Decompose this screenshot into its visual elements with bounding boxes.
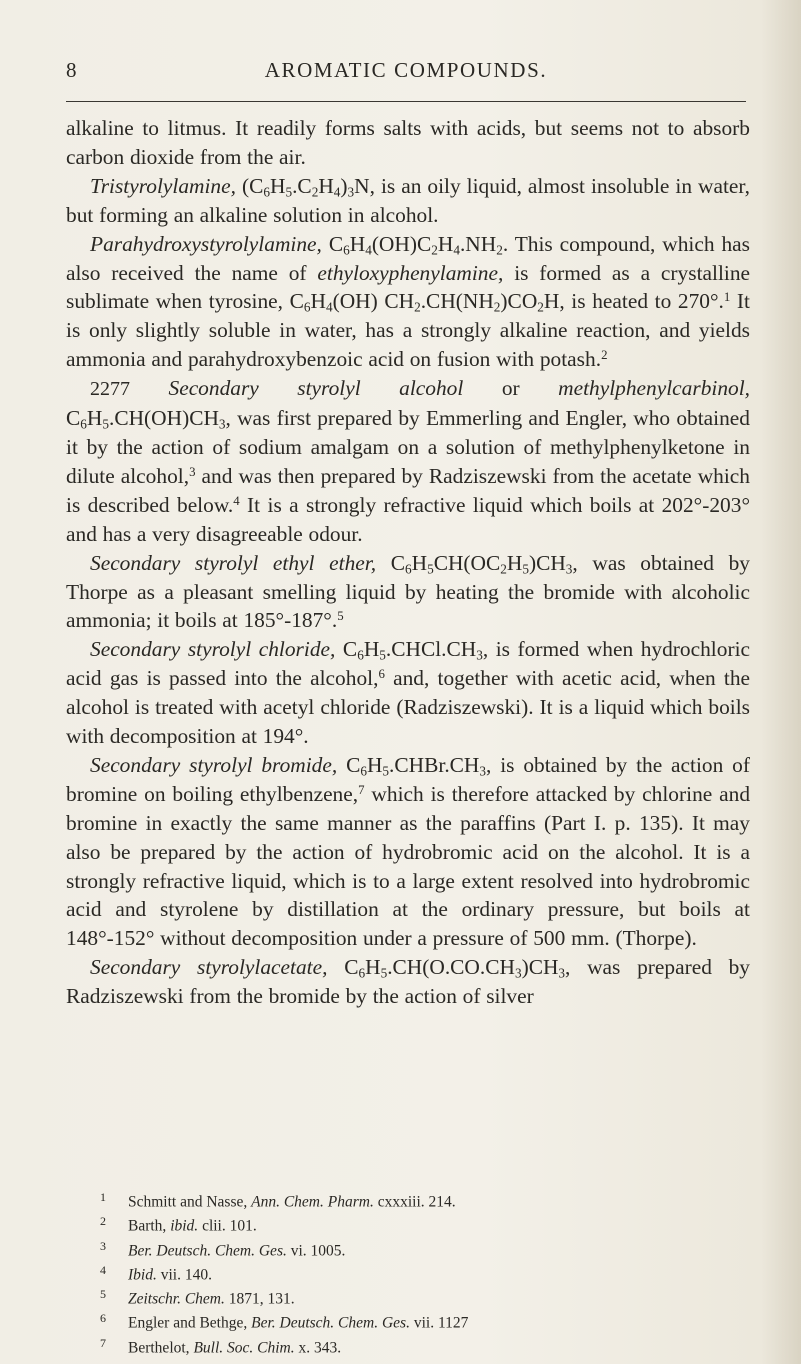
compound-alt-name: methylphenylcarbinol, — [558, 376, 751, 401]
footnote-ref: 2 — [601, 348, 608, 363]
footnote: 5 Zeitschr. Chem. 1871, 131. — [96, 1285, 756, 1309]
paragraph-secondary-styrolyl-bromide: Secondary styrolyl bromide, $C_6H_5.CHBr.CH_3$, is obtained by the action of bromine on boiling ethylbenzene,$^7$ which is therefore attacked by chlorine and bromine in exactly the same manner as the paraffins (Part I. p. 135). It may also be prepared by the action of hydrobromic acid on the alcohol. It is a strongly refractive liquid, which is to a large extent resolved into hydrobromic acid and styrolene by distillation at the ordinary pressure, but boils at 148°-152° without decomposition under a pressure of 500 mm. (Thorpe). — [66, 752, 751, 951]
footnote-mark: 5 — [100, 1287, 106, 1302]
footnote-mark: 1 — [100, 1190, 106, 1204]
footnote-ref: 5 — [337, 609, 344, 624]
footnote-mark: 6 — [100, 1311, 106, 1326]
footnote: 7 Berthelot, Bull. Soc. Chim. x. 343. — [96, 1334, 756, 1358]
footnotes — [96, 1188, 756, 1358]
compound-name: Secondary styrolyl ethyl ether, — [90, 550, 377, 575]
running-head — [66, 58, 746, 88]
running-title: AROMATIC COMPOUNDS. — [264, 58, 548, 82]
compound-name: Tristyrolylamine, — [90, 173, 236, 198]
footnote-mark: 7 — [100, 1335, 106, 1350]
compound-name: Secondary styrolyl chloride, — [90, 637, 336, 662]
footnote-mark: 3 — [100, 1238, 106, 1253]
paragraph-parahydroxystyrolylamine: Parahydroxystyrolylamine, $C_6H_4(OH)C_2H_4.NH_2$. This compound, which has also received the name of ethyloxyphenylamine, is formed as a crystalline sublimate when tyrosine, $C_6H_4(OH)$ $CH_2.CH(NH_2)CO_2H$, is heated to 270°.$^1$ It is only slightly soluble in water, has a strongly alkaline reaction, and yields ammonia and parahydroxybenzoic acid on fusion with potash.$^2$ — [66, 231, 751, 372]
paragraph-secondary-styrolyl-alcohol: 2277 Secondary styrolyl alcohol or methylphenylcarbinol, $C_6H_5.CH(OH)CH_3$, was first prepared by Emmerling and Engler, who obtained it by the action of sodium amalgam on a solution of methylphenylketone in dilute alcohol,$^3$ and was then prepared by Radziszewski from the acetate which is described below.$^4$ It is a strongly refractive liquid which boils at 202°-203° and has a very disagreeable odour. — [66, 376, 751, 546]
compound-name: Parahydroxystyrolylamine, — [90, 231, 322, 256]
footnote-mark: 2 — [100, 1214, 106, 1229]
footnote: 2 Barth, ibid. clii. 101. — [96, 1212, 756, 1236]
compound-name: Secondary styrolyl bromide, — [90, 752, 338, 777]
compound-name: Secondary styrolyl alcohol — [168, 376, 464, 401]
footnote: 1 Schmitt and Nasse, Ann. Chem. Pharm. cxxxiii. 214. — [96, 1188, 756, 1212]
paragraph-continuation: alkaline to litmus. It readily forms salts with acids, but seems not to absorb carbon dioxide from the air. — [66, 116, 750, 169]
footnote-ref: 4 — [233, 493, 240, 508]
footnote-ref: 3 — [189, 464, 196, 479]
body-text — [66, 114, 750, 1011]
footnote: 6 Engler and Bethge, Ber. Deutsch. Chem. Ges. vii. 1127 — [96, 1309, 756, 1333]
footnote: 3 Ber. Deutsch. Chem. Ges. vi. 1005. — [96, 1237, 756, 1261]
footnote-ref: 6 — [378, 667, 385, 682]
footnote-mark: 4 — [100, 1262, 106, 1277]
paragraph-secondary-styrolylacetate: Secondary styrolylacetate, $C_6H_5.CH(O.CO.CH_3)CH_3$, was prepared by Radziszewski from the bromide by the action of silver — [66, 955, 751, 1009]
footnote: 4 Ibid. vii. 140. — [96, 1261, 756, 1285]
section-number: 2277 — [90, 378, 130, 401]
paragraph-secondary-styrolyl-ethyl-ether: Secondary styrolyl ethyl ether, $C_6H_5CH(OC_2H_5)CH_3$, was obtained by Thorpe as a pleasant smelling liquid by heating the bromide with alcoholic ammonia; it boils at 185°-187°.$^5$ — [66, 550, 750, 633]
page-number: 8 — [66, 58, 77, 82]
header-rule — [66, 101, 746, 102]
paragraph-tristyrolylamine: Tristyrolylamine, $(C_6H_5.C_2H_4)_3N$, is an oily liquid, almost insoluble in water, but forming an alkaline solution in alcohol. — [66, 173, 750, 227]
paragraph-secondary-styrolyl-chloride: Secondary styrolyl chloride, $C_6H_5.CHCl.CH_3$, is formed when hydrochloric acid gas is passed into the alcohol,$^6$ and, together with acetic acid, when the alcohol is treated with acetyl chloride (Radziszewski). It is a liquid which boils with decomposition at 194°. — [66, 637, 751, 749]
footnote-ref: 7 — [358, 782, 365, 797]
compound-alt-name: ethyloxyphenylamine, — [317, 260, 504, 285]
footnote-ref: 1 — [723, 290, 731, 305]
compound-name: Secondary styrolylacetate, — [90, 955, 328, 980]
